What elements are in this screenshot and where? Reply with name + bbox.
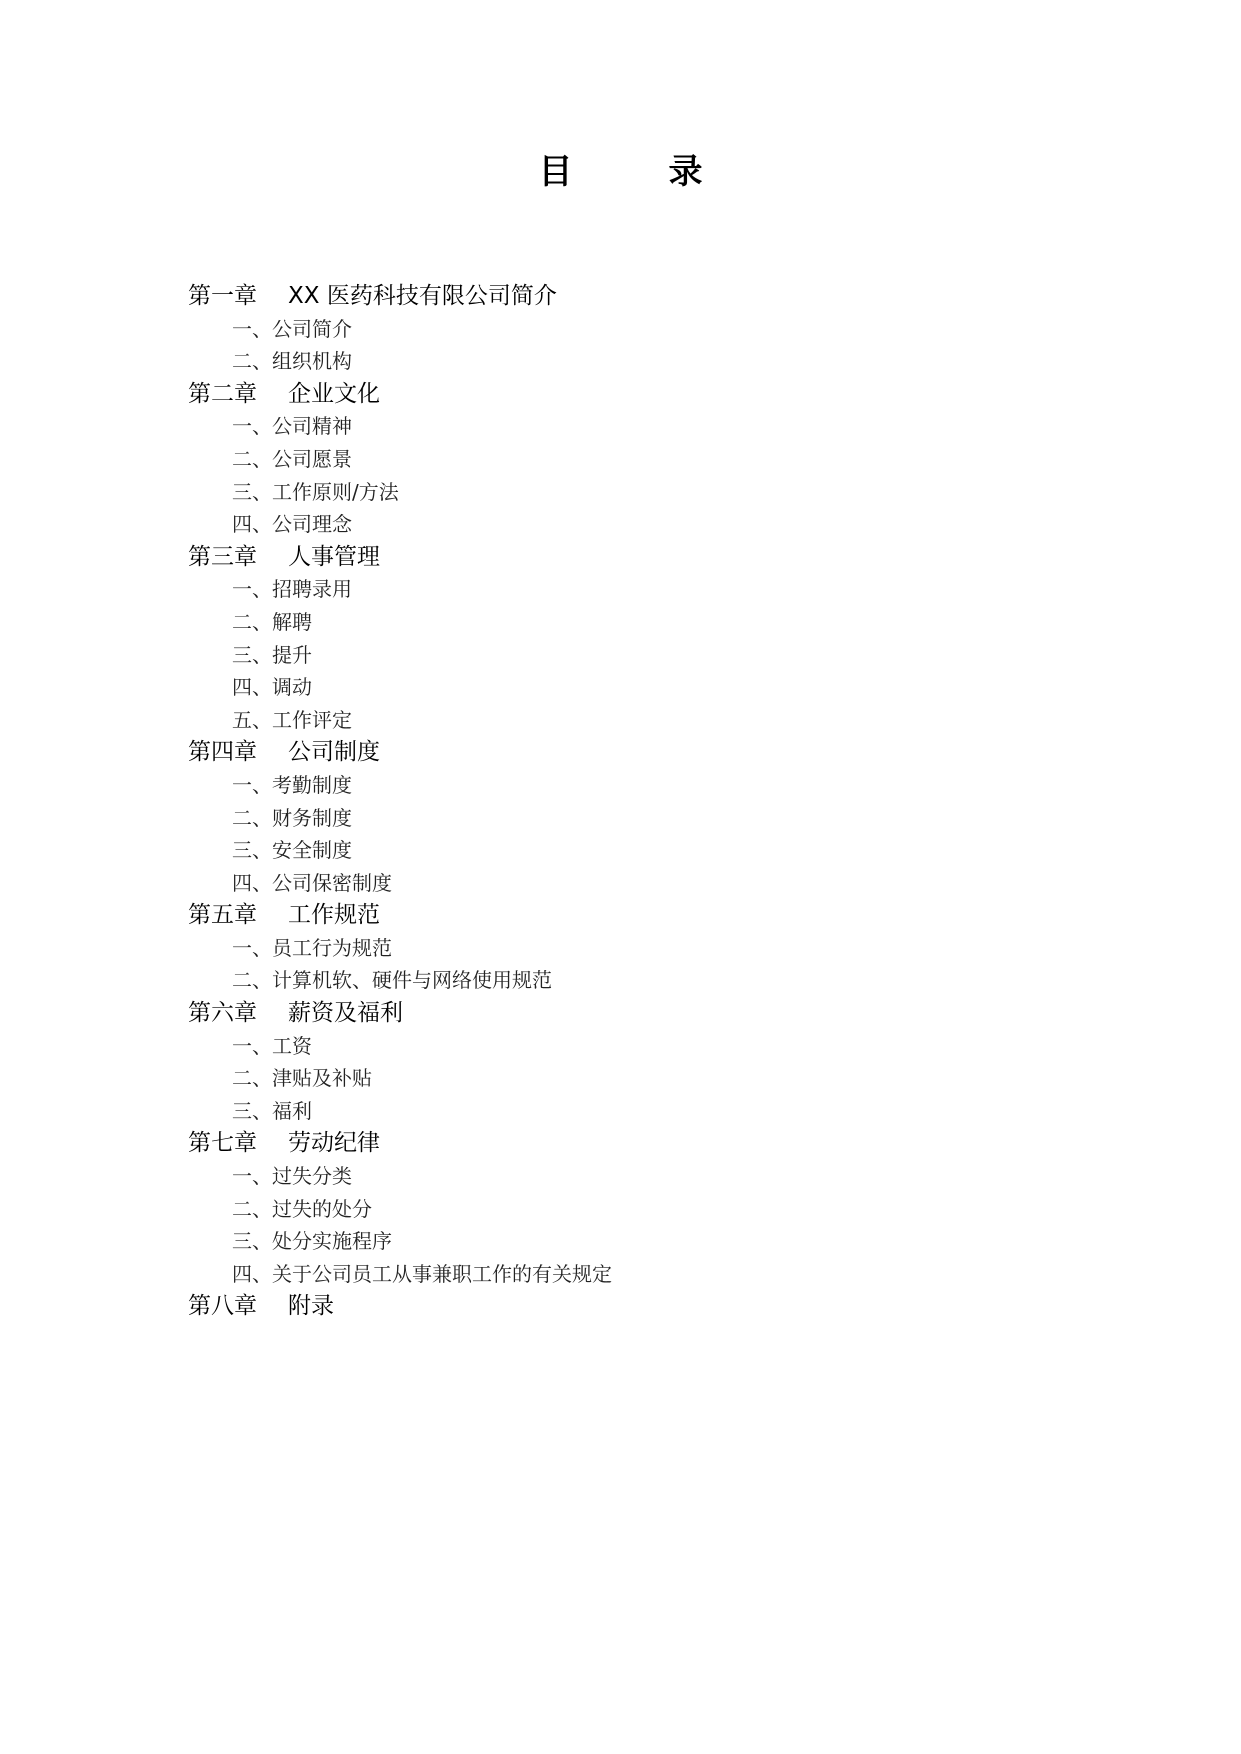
- toc-chapter[interactable]: [188, 280, 1088, 313]
- chapter-title: 人事管理: [288, 543, 380, 570]
- toc-chapter[interactable]: [188, 378, 1088, 411]
- toc-section[interactable]: 一、过失分类: [232, 1164, 352, 1189]
- toc-chapter[interactable]: [188, 1127, 1088, 1160]
- chapter-number: 第七章: [188, 1130, 257, 1157]
- toc-chapter[interactable]: [188, 899, 1088, 932]
- toc-section[interactable]: 二、组织机构: [232, 349, 352, 374]
- toc-section[interactable]: 四、公司保密制度: [232, 870, 392, 895]
- toc-section[interactable]: 四、调动: [232, 675, 312, 700]
- chapter-title: 劳动纪律: [288, 1130, 380, 1157]
- chapter-title: 工作规范: [288, 902, 380, 929]
- toc-section[interactable]: 二、过失的处分: [232, 1196, 372, 1221]
- chapter-number: 第二章: [188, 380, 257, 407]
- toc-section[interactable]: 四、关于公司员工从事兼职工作的有关规定: [232, 1261, 612, 1286]
- chapter-number: 第五章: [188, 902, 257, 929]
- toc-section[interactable]: 四、公司理念: [232, 512, 352, 537]
- chapter-number: 第四章: [188, 739, 257, 766]
- chapter-title: 薪资及福利: [288, 1000, 403, 1027]
- toc-section[interactable]: 一、公司简介: [232, 316, 352, 341]
- toc-section[interactable]: 一、考勤制度: [232, 772, 352, 797]
- toc-title-char-2: 录: [668, 152, 703, 192]
- toc-section[interactable]: 五、工作评定: [232, 707, 352, 732]
- chapter-number: 第八章: [188, 1293, 257, 1320]
- chapter-title: 企业文化: [288, 380, 380, 407]
- toc-section[interactable]: 一、工资: [232, 1033, 312, 1058]
- toc-section[interactable]: 二、津贴及补贴: [232, 1066, 372, 1091]
- toc-section[interactable]: 三、提升: [232, 642, 312, 667]
- toc-section[interactable]: 三、安全制度: [232, 838, 352, 863]
- chapter-number: 第一章: [188, 283, 257, 309]
- toc-section[interactable]: 三、工作原则/方法: [232, 479, 399, 504]
- toc-list: [188, 280, 1088, 1323]
- toc-chapter[interactable]: [188, 541, 1088, 574]
- toc-section[interactable]: 一、招聘录用: [232, 577, 352, 602]
- chapter-title: 公司制度: [288, 739, 380, 766]
- toc-title-char-1: 目: [538, 152, 573, 192]
- chapter-title: XX 医药科技有限公司简介: [288, 283, 557, 309]
- toc-section[interactable]: 一、员工行为规范: [232, 935, 392, 960]
- toc-section[interactable]: 二、计算机软、硬件与网络使用规范: [232, 968, 552, 993]
- toc-title: [0, 150, 1241, 194]
- chapter-number: 第三章: [188, 543, 257, 570]
- toc-chapter[interactable]: [188, 1290, 1088, 1323]
- toc-section[interactable]: 三、福利: [232, 1098, 312, 1123]
- toc-section[interactable]: 二、解聘: [232, 609, 312, 634]
- toc-section[interactable]: 三、处分实施程序: [232, 1229, 392, 1254]
- toc-chapter[interactable]: [188, 736, 1088, 769]
- chapter-title: 附录: [288, 1293, 334, 1320]
- toc-section[interactable]: 一、公司精神: [232, 414, 352, 439]
- toc-chapter[interactable]: [188, 997, 1088, 1030]
- toc-section[interactable]: 二、公司愿景: [232, 446, 352, 471]
- toc-section[interactable]: 二、财务制度: [232, 805, 352, 830]
- chapter-number: 第六章: [188, 1000, 257, 1027]
